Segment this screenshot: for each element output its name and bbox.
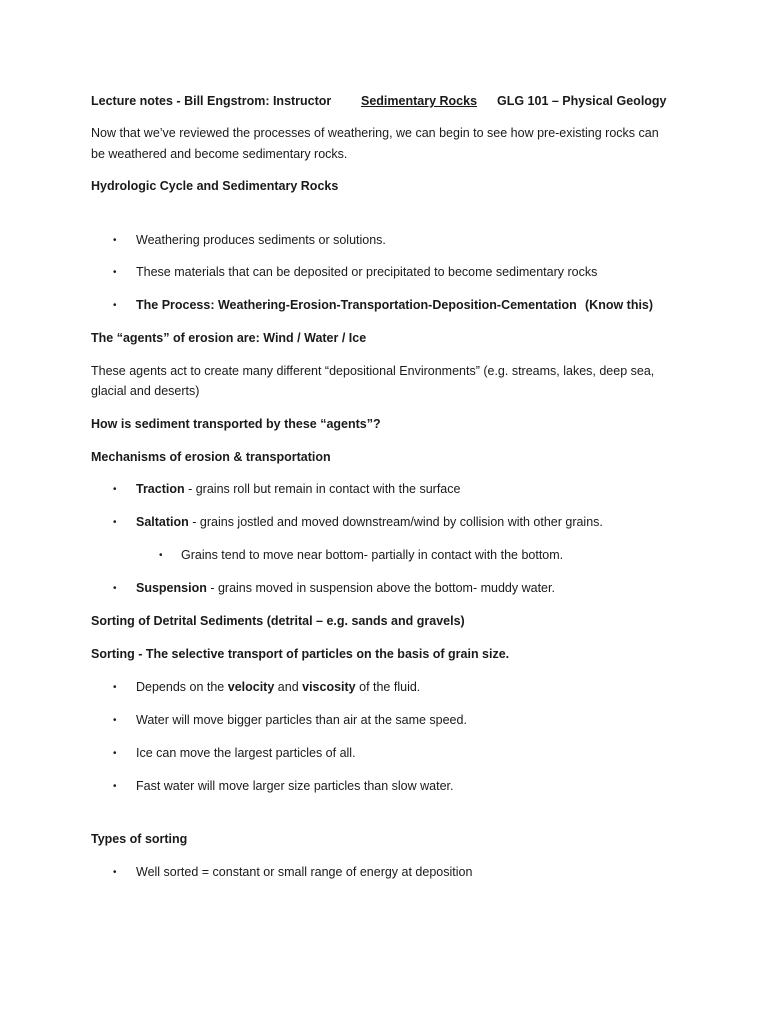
header-left: Lecture notes - Bill Engstrom: Instructor — [91, 94, 332, 108]
list-item: Water will move bigger particles than air at the same speed. — [136, 713, 467, 727]
text-fragment: of the fluid. — [355, 680, 421, 694]
agents-desc-line-1: These agents act to create many different “depositional Environments” (e.g. streams, lakes, deep sea, — [91, 364, 655, 378]
suspension-desc: - grains moved in suspension above the bottom- muddy water. — [206, 581, 555, 595]
saltation-desc: - grains jostled and moved downstream/wind by collision with other grains. — [188, 515, 603, 529]
header-title: Sedimentary Rocks — [361, 94, 478, 108]
list-item: Well sorted = constant or small range of energy at deposition — [136, 865, 473, 879]
intro-line-2: be weathered and become sedimentary rocks. — [91, 147, 348, 161]
agents-desc-line-2: glacial and deserts) — [91, 384, 200, 398]
list-item-note: (Know this) — [585, 298, 654, 312]
bullet-marker: • — [113, 748, 117, 759]
bullet-marker: • — [113, 715, 117, 726]
text-fragment: Depends on the — [136, 680, 228, 694]
sorting-definition: Sorting - The selective transport of particles on the basis of grain size. — [91, 647, 510, 661]
bullet-marker: • — [113, 235, 117, 246]
intro-line-1: Now that we’ve reviewed the processes of weathering, we can begin to see how pre-existing rocks can — [91, 126, 659, 140]
traction-desc: - grains roll but remain in contact with the surface — [184, 482, 461, 496]
term-traction: Traction — [136, 482, 185, 496]
mechanisms-heading: Mechanisms of erosion & transportation — [91, 450, 331, 464]
sub-list-item: Grains tend to move near bottom- partially in contact with the bottom. — [181, 548, 564, 562]
term-saltation: Saltation — [136, 515, 189, 529]
sorting-heading: Sorting of Detrital Sediments (detrital – e.g. sands and gravels) — [91, 614, 465, 628]
list-item: Weathering produces sediments or solutions. — [136, 233, 386, 247]
types-heading: Types of sorting — [91, 832, 188, 846]
bullet-marker: • — [113, 267, 117, 278]
list-item: These materials that can be deposited or precipitated to become sedimentary rocks — [136, 265, 598, 279]
agents-heading: The “agents” of erosion are: Wind / Water / Ice — [91, 331, 367, 345]
section-heading-hydrologic: Hydrologic Cycle and Sedimentary Rocks — [91, 179, 339, 193]
bullet-marker: • — [113, 517, 117, 528]
list-item: Ice can move the largest particles of all. — [136, 746, 356, 760]
list-item: Fast water will move larger size particles than slow water. — [136, 779, 454, 793]
transport-question: How is sediment transported by these “agents”? — [91, 417, 381, 431]
bullet-marker: • — [113, 484, 117, 495]
term-velocity: velocity — [227, 680, 275, 694]
list-item-suspension — [136, 580, 555, 597]
text-fragment: and — [274, 680, 303, 694]
bullet-marker: • — [113, 781, 117, 792]
list-item-traction — [136, 481, 460, 498]
list-item-saltation — [136, 514, 603, 531]
term-suspension: Suspension — [136, 581, 207, 595]
bullet-marker: • — [113, 300, 117, 311]
bullet-marker: • — [113, 583, 117, 594]
header-course: GLG 101 – Physical Geology — [497, 94, 667, 108]
bullet-marker: • — [113, 682, 117, 693]
sub-bullet-marker: • — [159, 550, 163, 561]
term-viscosity: viscosity — [302, 680, 356, 694]
bullet-marker: • — [113, 867, 117, 878]
list-item-process: The Process: Weathering-Erosion-Transportation-Deposition-Cementation — [136, 298, 577, 312]
list-item-fluid — [136, 679, 420, 696]
